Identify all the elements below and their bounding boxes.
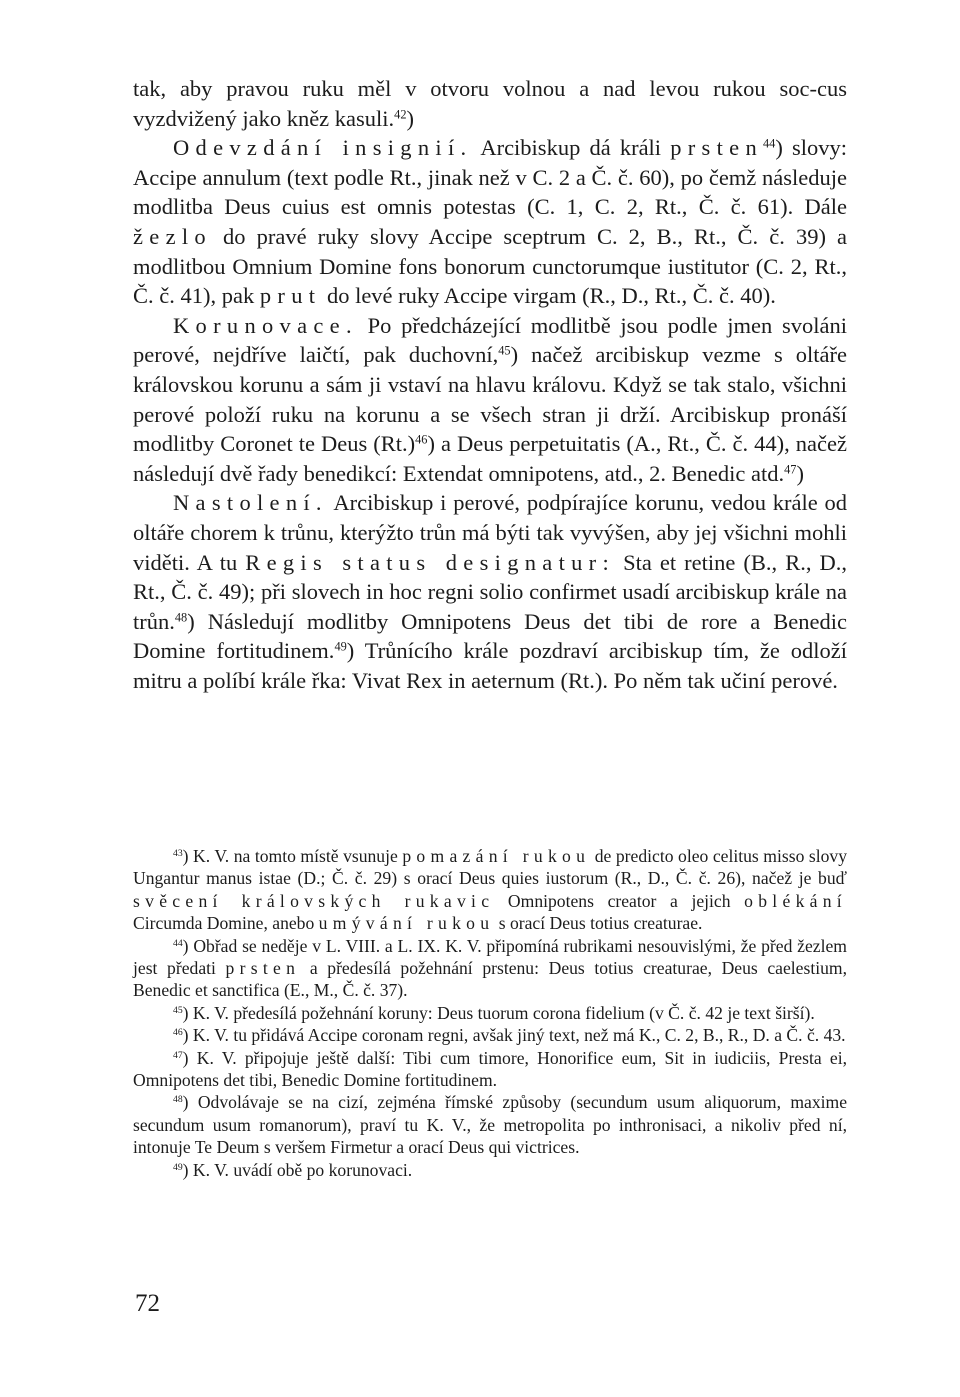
paragraph bbox=[133, 133, 847, 311]
spaced-emphasis: Korunovace. bbox=[173, 312, 358, 338]
spaced-emphasis: umývání rukou bbox=[318, 913, 495, 934]
text-run: ) načež arcibiskup vezme s oltáře královskou korunu a sám ji vstaví na hlavu královu. Když se tak stalo, všichni perové položí ruku na korunu a se všech stran ji drží. Arcibiskup pronáší modlitby Coronet te Deus (Rt.) bbox=[133, 342, 847, 457]
footnote-reference: 44 bbox=[173, 937, 183, 949]
text-run: ) K. V. na tomto místě vsunuje bbox=[182, 846, 403, 866]
text-run: ) Následují modlitby Omnipotens Deus det tibi de rore a Benedic Domine fortitudinem. bbox=[133, 608, 847, 664]
main-text bbox=[133, 74, 847, 695]
text-run: ) slovy: Accipe annulum (text podle Rt., jinak než v C. 2 a Č. č. 60), po čemž následuje modlitba Deus cuius est omnis potestas (C. 1, C. 2, Rt., Č. č. 61). Dále bbox=[133, 135, 847, 220]
spaced-emphasis: prsten bbox=[670, 135, 763, 161]
spaced-emphasis: Nastolení. bbox=[173, 490, 328, 516]
text-run: ) K. V. uvádí obě po korunovaci. bbox=[182, 1159, 413, 1180]
footnote-reference: 46 bbox=[173, 1027, 183, 1039]
footnote-reference: 49 bbox=[334, 639, 347, 654]
page-number: 72 bbox=[135, 1290, 160, 1317]
spaced-emphasis: žezlo bbox=[133, 223, 212, 249]
text-run: do pravé ruky slovy Accipe sceptrum C. 2, B., Rt., Č. č. 39) a modlitbou Omnium Domine fons bonorum cunctorumque iustitutor (C. 2, Rt., Č. č. 41), pak bbox=[133, 223, 847, 309]
footnote-reference: 48 bbox=[174, 610, 188, 625]
footnote-reference: 43 bbox=[173, 848, 183, 860]
text-run: ) Trůnícího krále pozdraví arcibiskup tím, že odloží mitru a políbí krále řka: Vivat Rex in aeternum (Rt.). Po něm tak učiní perové. bbox=[133, 638, 847, 693]
text-run: ) a Deus perpetuitatis (A., Rt., Č. č. 44), načež následují dvě řady benedikcí: Extendat omnipotens, atd., 2. Benedic atd. bbox=[133, 431, 847, 486]
text-run: a předesílá požehnání prstenu: Deus totius creaturae, Deus caelestium, Benedic et sanctifica (E., M., Č. č. 37). bbox=[133, 958, 847, 1001]
spaced-emphasis: pomazání rukou bbox=[402, 846, 591, 866]
footnote bbox=[133, 1091, 847, 1158]
footnotes bbox=[133, 845, 847, 1181]
footnote bbox=[133, 1159, 847, 1181]
footnote bbox=[133, 845, 847, 935]
text-run: ) Obřad se neděje v L. VIII. a L. IX. K. V. připomíná rubrikami nesouvislými, že před žezlem jest předati bbox=[133, 935, 847, 979]
footnote-reference: 47 bbox=[173, 1049, 183, 1061]
footnote-reference: 45 bbox=[498, 343, 511, 358]
spaced-emphasis: Odevzdání insignií. bbox=[173, 135, 473, 161]
spaced-emphasis: Regis status designatur: bbox=[245, 549, 616, 575]
footnote-reference: 47 bbox=[784, 462, 797, 477]
spaced-emphasis: prsten bbox=[225, 958, 301, 979]
text-run: s orací Deus totius creaturae. bbox=[494, 913, 703, 934]
footnote-reference: 42 bbox=[394, 107, 407, 122]
paragraph bbox=[133, 74, 847, 133]
footnote-reference: 49 bbox=[173, 1161, 183, 1173]
spaced-emphasis: prut bbox=[259, 283, 322, 309]
footnote bbox=[133, 935, 847, 1002]
text-run: ) K. V. tu přidává Accipe coronam regni, avšak jiný text, než má K., C. 2, B., R., D. a Č. č. 43. bbox=[182, 1025, 846, 1046]
footnote bbox=[133, 1024, 847, 1046]
footnote-reference: 45 bbox=[173, 1005, 183, 1017]
text-run: ) K. V. připojuje ještě další: Tibi cum timore, Honorifice eum, Sit in iudiciis, Presta ei, Omnipotens det tibi, Benedic Domine fortitudinem. bbox=[133, 1047, 847, 1091]
footnote-reference: 46 bbox=[415, 432, 428, 447]
text-run: Arcibiskup i perové, podpírajíce korunu, vedou krále od oltáře chorem k trůnu, kterýžto trůn má býti tak vyvýšen, aby jej všichni mohli viděti. A tu bbox=[133, 490, 847, 575]
text-run: do levé ruky Accipe virgam (R., D., Rt., Č. č. 40). bbox=[321, 283, 776, 309]
text-run: Po předcházející modlitbě jsou podle jmen svoláni perové, nejdříve laičtí, pak duchovní, bbox=[133, 312, 847, 368]
text-run: ) bbox=[796, 460, 804, 486]
footnote bbox=[133, 1002, 847, 1024]
text-run: Sta et retine (B., R., D., Rt., Č. č. 49); při slovech in hoc regni solio confirmet usadí arcibiskup krále na trůn. bbox=[133, 549, 847, 634]
paragraph bbox=[133, 311, 847, 489]
text-run: ) K. V. předesílá požehnání koruny: Deus tuorum corona fidelium (v Č. č. 42 je text širší). bbox=[182, 1002, 815, 1023]
text-run: ) Odvolávaje se na cizí, zejména římské způsoby (secundum usum aliquorum, maxime secundum usum romanorum), praví tu K. V., že metropolita po inthronisaci, a nikoliv před ní, intonuje Te Deum s veršem Firmetur a orací Deus qui victrices. bbox=[133, 1092, 847, 1158]
text-run: Arcibiskup dá králi bbox=[472, 135, 671, 161]
paragraph bbox=[133, 488, 847, 695]
footnote-reference: 48 bbox=[173, 1094, 183, 1106]
footnote bbox=[133, 1047, 847, 1092]
text-run: ) bbox=[406, 105, 415, 131]
spaced-emphasis: oblékání bbox=[744, 890, 847, 911]
footnote-reference: 44 bbox=[763, 136, 776, 151]
text-run: Circumda Domine, anebo bbox=[133, 913, 319, 934]
text-run: Omnipotens creator a jejich bbox=[494, 890, 745, 911]
text-run: de predicto oleo celitus misso slovy Ungantur manus istae (D.; Č. č. 29) s orací Deus quies iustorum (R., D., Č. č. 26), načež je buď bbox=[133, 846, 848, 889]
text-run: tak, aby pravou ruku měl v otvoru volnou a nad levou rukou soc-cus vyzdvižený jako kněz kasuli. bbox=[133, 76, 847, 131]
spaced-emphasis: svěcení královských rukavic bbox=[133, 890, 495, 911]
